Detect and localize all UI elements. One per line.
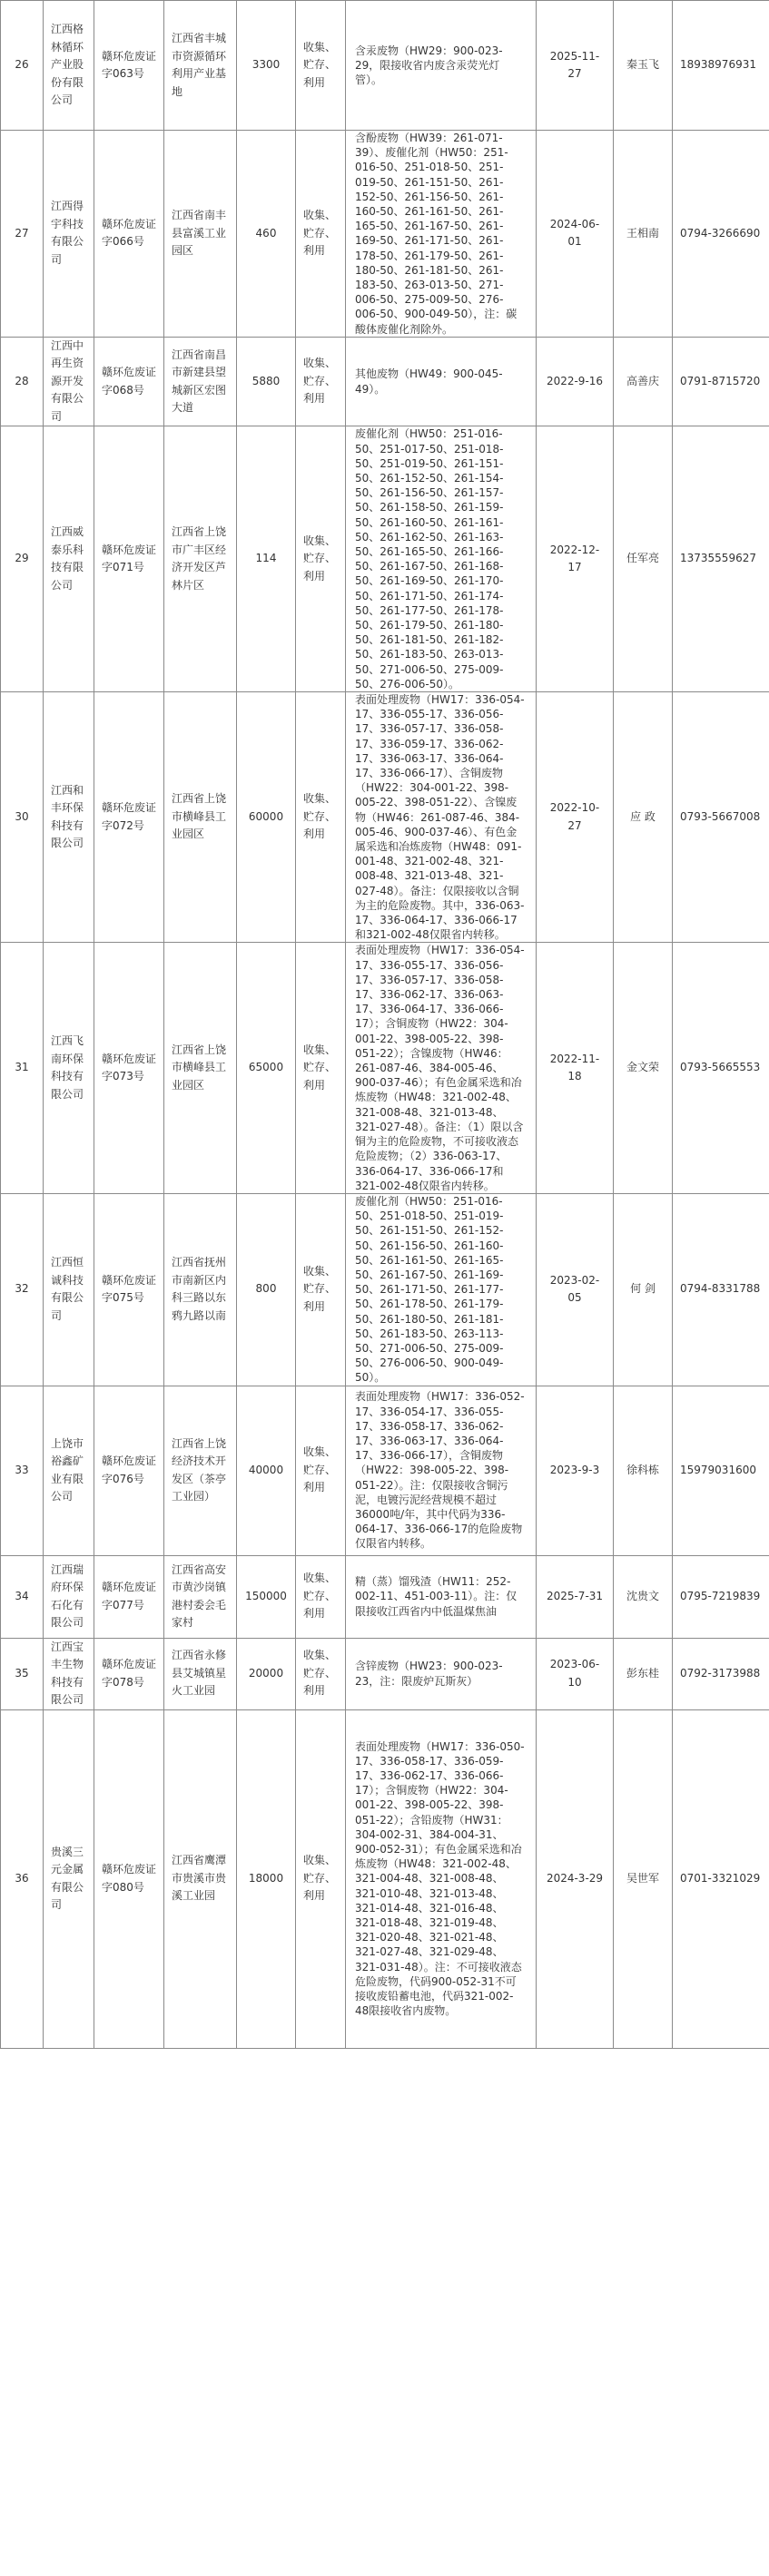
row-number-cell: 32: [1, 1193, 44, 1386]
valid-until-cell: 2022-9-16: [537, 337, 614, 426]
operation-mode-cell: 收集、贮存、利用: [296, 1386, 346, 1555]
license-number-cell: 赣环危废证字071号: [94, 426, 164, 692]
license-number-cell: 赣环危废证字077号: [94, 1555, 164, 1638]
valid-until-cell: 2022-12-17: [537, 426, 614, 692]
row-number-cell: 27: [1, 131, 44, 338]
valid-until-cell: 2023-02-05: [537, 1193, 614, 1386]
operation-mode-cell: 收集、贮存、利用: [296, 426, 346, 692]
table-body: [1, 1, 769, 2049]
waste-categories-cell: 废催化剂（HW50：251-016-50、251-018-50、251-019-50、261-151-50、261-152-50、261-156-50、261-160-50、261-161-50、261-165-50、261-167-50、261-169-50、261-171-50、261-177-50、261-178-50、261-179-50、261-180-50、261-181-50、261-183-50、263-113-50、271-006-50、275-009-50、276-006-50、900-049-50）。: [346, 1193, 537, 1386]
valid-until-cell: 2022-11-18: [537, 943, 614, 1193]
table-row: [1, 1638, 769, 1709]
waste-categories-cell: 含汞废物（HW29：900-023-29，限接收省内废含汞荧光灯管）。: [346, 1, 537, 131]
address-cell: 江西省上饶市横峰县工业园区: [164, 692, 237, 943]
contact-phone-cell: 0794-3266690: [673, 131, 769, 338]
company-name-cell: 江西和丰环保科技有限公司: [44, 692, 94, 943]
operation-mode-cell: 收集、贮存、利用: [296, 1709, 346, 2048]
license-number-cell: 赣环危废证字068号: [94, 337, 164, 426]
license-number-cell: 赣环危废证字080号: [94, 1709, 164, 2048]
contact-person-cell: 秦玉飞: [614, 1, 673, 131]
operation-mode-cell: 收集、贮存、利用: [296, 1638, 346, 1709]
contact-person-cell: 应 政: [614, 692, 673, 943]
contact-phone-cell: 0791-8715720: [673, 337, 769, 426]
row-number-cell: 29: [1, 426, 44, 692]
operation-mode-cell: 收集、贮存、利用: [296, 1193, 346, 1386]
company-name-cell: 江西飞南环保科技有限公司: [44, 943, 94, 1193]
valid-until-cell: 2024-3-29: [537, 1709, 614, 2048]
row-number-cell: 36: [1, 1709, 44, 2048]
contact-person-cell: 何 剑: [614, 1193, 673, 1386]
capacity-cell: 60000: [237, 692, 296, 943]
license-number-cell: 赣环危废证字066号: [94, 131, 164, 338]
table-row: [1, 337, 769, 426]
valid-until-cell: 2024-06-01: [537, 131, 614, 338]
contact-person-cell: 沈贵文: [614, 1555, 673, 1638]
company-name-cell: 江西威泰乐科技有限公司: [44, 426, 94, 692]
contact-person-cell: 王相南: [614, 131, 673, 338]
table-row: [1, 1193, 769, 1386]
capacity-cell: 3300: [237, 1, 296, 131]
contact-person-cell: 彭东桂: [614, 1638, 673, 1709]
company-name-cell: 江西瑞府环保石化有限公司: [44, 1555, 94, 1638]
contact-phone-cell: 13735559627: [673, 426, 769, 692]
contact-person-cell: 任军亮: [614, 426, 673, 692]
license-number-cell: 赣环危废证字078号: [94, 1638, 164, 1709]
license-number-cell: 赣环危废证字076号: [94, 1386, 164, 1555]
license-number-cell: 赣环危废证字075号: [94, 1193, 164, 1386]
row-number-cell: 26: [1, 1, 44, 131]
company-name-cell: 江西中再生资源开发有限公司: [44, 337, 94, 426]
waste-categories-cell: 废催化剂（HW50：251-016-50、251-017-50、251-018-50、251-019-50、261-151-50、261-152-50、261-154-50、261-156-50、261-157-50、261-158-50、261-159-50、261-160-50、261-161-50、261-162-50、261-163-50、261-165-50、261-166-50、261-167-50、261-168-50、261-169-50、261-170-50、261-171-50、261-174-50、261-177-50、261-178-50、261-179-50、261-180-50、261-181-50、261-182-50、261-183-50、263-013-50、271-006-50、275-009-50、276-006-50）。: [346, 426, 537, 692]
table-row: [1, 943, 769, 1193]
valid-until-cell: 2025-7-31: [537, 1555, 614, 1638]
valid-until-cell: 2025-11-27: [537, 1, 614, 131]
valid-until-cell: 2023-9-3: [537, 1386, 614, 1555]
operation-mode-cell: 收集、贮存、利用: [296, 692, 346, 943]
capacity-cell: 460: [237, 131, 296, 338]
contact-phone-cell: 0794-8331788: [673, 1193, 769, 1386]
contact-person-cell: 金文荣: [614, 943, 673, 1193]
contact-phone-cell: 0793-5667008: [673, 692, 769, 943]
company-name-cell: 江西格林循环产业股份有限公司: [44, 1, 94, 131]
row-number-cell: 35: [1, 1638, 44, 1709]
row-number-cell: 34: [1, 1555, 44, 1638]
address-cell: 江西省永修县艾城镇星火工业园: [164, 1638, 237, 1709]
contact-person-cell: 高善庆: [614, 337, 673, 426]
address-cell: 江西省南昌市新建县望城新区宏图大道: [164, 337, 237, 426]
capacity-cell: 800: [237, 1193, 296, 1386]
valid-until-cell: 2023-06-10: [537, 1638, 614, 1709]
waste-categories-cell: 表面处理废物（HW17：336-054-17、336-055-17、336-056-17、336-057-17、336-058-17、336-059-17、336-062-17、336-063-17、336-064-17、336-066-17）、含铜废物（HW22：304-001-22、398-005-22、398-051-22）、含镍废物（HW46：261-087-46、384-005-46、900-037-46）、有色金属采选和冶炼废物（HW48：091-001-48、321-002-48、321-008-48、321-013-48、321-027-48）。备注：仅限接收以含铜为主的危险废物。其中，336-063-17、336-064-17、336-066-17和321-002-48仅限省内转移。: [346, 692, 537, 943]
operation-mode-cell: 收集、贮存、利用: [296, 1555, 346, 1638]
table-row: [1, 426, 769, 692]
contact-phone-cell: 0792-3173988: [673, 1638, 769, 1709]
contact-phone-cell: 0795-7219839: [673, 1555, 769, 1638]
operation-mode-cell: 收集、贮存、利用: [296, 337, 346, 426]
contact-person-cell: 吴世军: [614, 1709, 673, 2048]
waste-categories-cell: 表面处理废物（HW17：336-052-17、336-054-17、336-055-17、336-058-17、336-062-17、336-063-17、336-064-17、336-066-17），含铜废物（HW22：398-005-22、398-051-22）。注：仅限接收含铜污泥，电镀污泥经营规模不超过36000吨/年，其中代码为336-064-17、336-066-17的危险废物仅限省内转移。: [346, 1386, 537, 1555]
contact-phone-cell: 0793-5665553: [673, 943, 769, 1193]
contact-person-cell: 徐科栋: [614, 1386, 673, 1555]
company-name-cell: 上饶市裕鑫矿业有限公司: [44, 1386, 94, 1555]
capacity-cell: 20000: [237, 1638, 296, 1709]
table-row: [1, 1, 769, 131]
contact-phone-cell: 18938976931: [673, 1, 769, 131]
capacity-cell: 114: [237, 426, 296, 692]
address-cell: 江西省高安市黄沙岗镇港村委会毛家村: [164, 1555, 237, 1638]
company-name-cell: 江西得宇科技有限公司: [44, 131, 94, 338]
row-number-cell: 33: [1, 1386, 44, 1555]
capacity-cell: 18000: [237, 1709, 296, 2048]
table-row: [1, 1386, 769, 1555]
address-cell: 江西省抚州市南新区内科三路以东鸦九路以南: [164, 1193, 237, 1386]
table-row: [1, 1709, 769, 2048]
address-cell: 江西省丰城市资源循环利用产业基地: [164, 1, 237, 131]
table-row: [1, 1555, 769, 1638]
waste-categories-cell: 其他废物（HW49：900-045-49）。: [346, 337, 537, 426]
license-number-cell: 赣环危废证字072号: [94, 692, 164, 943]
address-cell: 江西省上饶市广丰区经济开发区芦林片区: [164, 426, 237, 692]
row-number-cell: 31: [1, 943, 44, 1193]
company-name-cell: 江西宝丰生物科技有限公司: [44, 1638, 94, 1709]
operation-mode-cell: 收集、贮存、利用: [296, 1, 346, 131]
contact-phone-cell: 15979031600: [673, 1386, 769, 1555]
capacity-cell: 150000: [237, 1555, 296, 1638]
operation-mode-cell: 收集、贮存、利用: [296, 943, 346, 1193]
valid-until-cell: 2022-10-27: [537, 692, 614, 943]
company-name-cell: 贵溪三元金属有限公司: [44, 1709, 94, 2048]
address-cell: 江西省上饶市横峰县工业园区: [164, 943, 237, 1193]
waste-categories-cell: 精（蒸）馏残渣（HW11：252-002-11、451-003-11）。注：仅限接收江西省内中低温煤焦油: [346, 1555, 537, 1638]
row-number-cell: 30: [1, 692, 44, 943]
license-number-cell: 赣环危废证字073号: [94, 943, 164, 1193]
row-number-cell: 28: [1, 337, 44, 426]
address-cell: 江西省鹰潭市贵溪市贵溪工业园: [164, 1709, 237, 2048]
capacity-cell: 5880: [237, 337, 296, 426]
table-row: [1, 692, 769, 943]
waste-categories-cell: 含酚废物（HW39：261-071-39）、废催化剂（HW50：251-016-50、251-018-50、251-019-50、261-151-50、261-152-50、261-156-50、261-160-50、261-161-50、261-165-50、261-167-50、261-169-50、261-171-50、261-178-50、261-179-50、261-180-50、261-181-50、261-183-50、263-013-50、271-006-50、275-009-50、276-006-50、900-049-50），注：碳酸体废催化剂除外。: [346, 131, 537, 338]
waste-categories-cell: 表面处理废物（HW17：336-054-17、336-055-17、336-056-17、336-057-17、336-058-17、336-062-17、336-063-17、336-064-17、336-066-17）；含铜废物（HW22：304-001-22、398-005-22、398-051-22）；含镍废物（HW46：261-087-46、384-005-46、900-037-46）；有色金属采选和冶炼废物（HW48：321-002-48、321-008-48、321-013-48、321-027-48）。备注：（1）限以含铜为主的危险废物，不可接收液态危险废物；（2）336-063-17、336-064-17、336-066-17和321-002-48仅限省内转移。: [346, 943, 537, 1193]
waste-categories-cell: 含锌废物（HW23：900-023-23，注：限废炉瓦斯灰）: [346, 1638, 537, 1709]
waste-categories-cell: 表面处理废物（HW17：336-050-17、336-058-17、336-059-17、336-062-17、336-066-17）；含铜废物（HW22：304-001-22、398-005-22、398-051-22）；含铅废物（HW31：304-002-31、384-004-31、900-052-31）；有色金属采选和冶炼废物（HW48：321-002-48、321-004-48、321-008-48、321-010-48、321-013-48、321-014-48、321-016-48、321-018-48、321-019-48、321-020-48、321-021-48、321-027-48、321-029-48、321-031-48）。注：不可接收液态危险废物，代码900-052-31不可接收废铅蓄电池，代码321-002-48限接收省内废物。: [346, 1709, 537, 2048]
address-cell: 江西省南丰县富溪工业园区: [164, 131, 237, 338]
operation-mode-cell: 收集、贮存、利用: [296, 131, 346, 338]
company-name-cell: 江西恒诚科技有限公司: [44, 1193, 94, 1386]
table-row: [1, 131, 769, 338]
capacity-cell: 40000: [237, 1386, 296, 1555]
address-cell: 江西省上饶经济技术开发区（茶亭工业园）: [164, 1386, 237, 1555]
capacity-cell: 65000: [237, 943, 296, 1193]
contact-phone-cell: 0701-3321029: [673, 1709, 769, 2048]
license-number-cell: 赣环危废证字063号: [94, 1, 164, 131]
